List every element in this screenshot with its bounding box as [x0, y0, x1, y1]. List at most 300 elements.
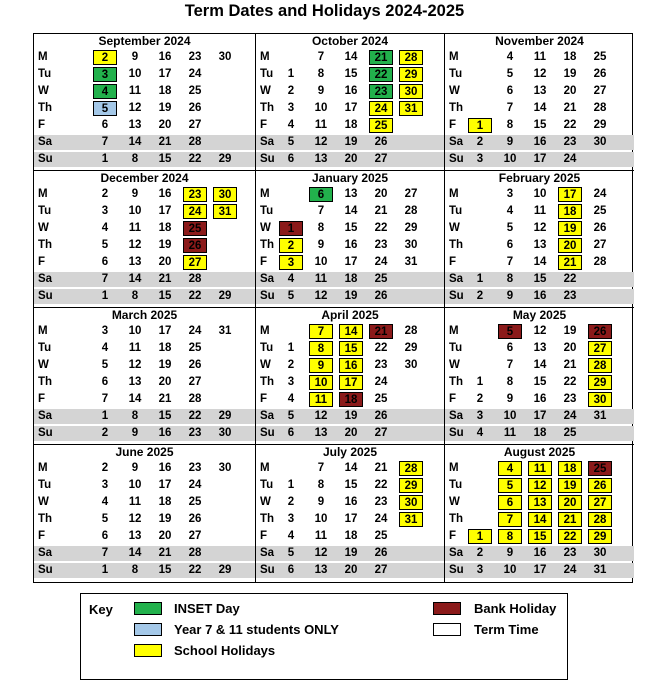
date-cell: 22: [188, 153, 202, 165]
day-row: [256, 478, 444, 493]
date-cell: 11: [314, 119, 328, 131]
day-row: [445, 375, 634, 390]
day-row: [445, 409, 634, 424]
date-cell: 14: [528, 512, 552, 527]
day-label: Th: [38, 376, 53, 388]
date-cell: 9: [506, 393, 514, 405]
date-cell: 28: [588, 358, 612, 373]
day-label: F: [449, 530, 457, 542]
date-cell: 21: [374, 205, 388, 217]
date-cell: 2: [287, 496, 295, 508]
day-label: Tu: [260, 68, 274, 80]
date-cell: 7: [101, 273, 109, 285]
day-label: Tu: [260, 342, 274, 354]
date-cell: 22: [563, 273, 577, 285]
date-cell: 24: [188, 479, 202, 491]
day-row: [445, 289, 634, 304]
date-cell: 3: [287, 513, 295, 525]
date-cell: 19: [158, 513, 172, 525]
date-cell: 7: [101, 393, 109, 405]
date-cell: 23: [374, 359, 388, 371]
date-cell: 3: [287, 102, 295, 114]
day-row: [445, 50, 634, 65]
date-cell: 4: [287, 273, 295, 285]
date-cell: 7: [317, 205, 325, 217]
day-label: M: [449, 51, 459, 63]
date-cell: 24: [563, 410, 577, 422]
date-cell: 22: [188, 410, 202, 422]
date-cell: 22: [374, 479, 388, 491]
date-cell: 26: [588, 324, 612, 339]
date-cell: 27: [374, 427, 388, 439]
date-cell: 15: [344, 68, 358, 80]
day-row: [256, 426, 444, 441]
day-label: Tu: [260, 205, 274, 217]
date-cell: 21: [369, 324, 393, 339]
date-cell: 17: [339, 375, 363, 390]
date-cell: 26: [188, 359, 202, 371]
date-cell: 9: [317, 496, 325, 508]
day-label: Th: [38, 102, 53, 114]
date-cell: 28: [188, 136, 202, 148]
day-row: [34, 289, 255, 304]
date-cell: 15: [158, 564, 172, 576]
date-cell: 24: [593, 188, 607, 200]
date-cell: 31: [213, 204, 237, 219]
date-cell: 19: [344, 136, 358, 148]
date-cell: 11: [503, 427, 517, 439]
day-label: W: [449, 85, 460, 97]
date-cell: 7: [506, 256, 514, 268]
day-row: [445, 495, 634, 510]
date-cell: 2: [476, 393, 484, 405]
date-cell: 18: [158, 342, 172, 354]
date-cell: 6: [101, 376, 109, 388]
day-row: [256, 529, 444, 544]
date-cell: 19: [158, 239, 172, 251]
day-row: [445, 101, 634, 116]
date-cell: 31: [399, 512, 423, 527]
date-cell: 7: [309, 324, 333, 339]
day-label: Tu: [449, 479, 463, 491]
day-row: [445, 546, 634, 561]
date-cell: 8: [317, 479, 325, 491]
date-cell: 5: [287, 290, 295, 302]
day-row: [34, 67, 255, 82]
date-cell: 14: [533, 102, 547, 114]
date-cell: 18: [158, 222, 172, 234]
day-row: [445, 238, 634, 253]
date-cell: 17: [158, 479, 172, 491]
date-cell: 24: [563, 153, 577, 165]
date-cell: 13: [128, 256, 142, 268]
date-cell: 30: [588, 392, 612, 407]
day-label: W: [260, 222, 271, 234]
date-cell: 1: [101, 153, 109, 165]
date-cell: 25: [593, 51, 607, 63]
day-row: [34, 546, 255, 561]
date-cell: 7: [498, 512, 522, 527]
date-cell: 14: [344, 462, 358, 474]
day-label: Sa: [260, 136, 275, 148]
day-label: W: [449, 359, 460, 371]
day-row: [445, 563, 634, 578]
date-cell: 2: [279, 238, 303, 253]
day-label: Sa: [260, 547, 275, 559]
date-cell: 6: [101, 256, 109, 268]
day-label: Tu: [449, 68, 463, 80]
date-cell: 19: [158, 102, 172, 114]
date-cell: 26: [374, 410, 388, 422]
date-cell: 17: [533, 564, 547, 576]
date-cell: 13: [128, 376, 142, 388]
day-row: [256, 101, 444, 116]
day-label: M: [449, 325, 459, 337]
date-cell: 3: [101, 205, 109, 217]
date-cell: 28: [593, 256, 607, 268]
date-cell: 23: [183, 187, 207, 202]
date-cell: 13: [533, 239, 547, 251]
date-cell: 28: [593, 102, 607, 114]
date-cell: 27: [188, 530, 202, 542]
date-cell: 7: [317, 462, 325, 474]
date-cell: 25: [374, 530, 388, 542]
day-row: [34, 50, 255, 65]
date-cell: 21: [558, 512, 582, 527]
date-cell: 10: [314, 102, 328, 114]
date-cell: 26: [588, 478, 612, 493]
date-cell: 31: [404, 256, 418, 268]
day-row: [445, 461, 634, 476]
day-label: Th: [260, 239, 275, 251]
date-cell: 11: [314, 530, 328, 542]
day-label: M: [260, 462, 270, 474]
date-cell: 23: [563, 290, 577, 302]
day-row: [445, 67, 634, 82]
date-cell: 13: [314, 153, 328, 165]
date-cell: 20: [563, 342, 577, 354]
day-row: [256, 324, 444, 339]
date-cell: 26: [188, 513, 202, 525]
date-cell: 29: [218, 153, 232, 165]
date-cell: 1: [468, 118, 492, 133]
date-cell: 29: [588, 375, 612, 390]
date-cell: 12: [533, 68, 547, 80]
date-cell: 28: [404, 205, 418, 217]
date-cell: 16: [158, 427, 172, 439]
date-cell: 28: [399, 461, 423, 476]
date-cell: 10: [503, 153, 517, 165]
date-cell: 26: [593, 68, 607, 80]
date-cell: 25: [593, 205, 607, 217]
day-label: F: [449, 119, 457, 131]
date-cell: 15: [158, 410, 172, 422]
date-cell: 16: [533, 393, 547, 405]
date-cell: 8: [317, 222, 325, 234]
date-cell: 13: [128, 119, 142, 131]
day-row: [34, 461, 255, 476]
date-cell: 30: [593, 547, 607, 559]
date-cell: 10: [314, 256, 328, 268]
day-label: Tu: [38, 68, 52, 80]
day-row: [256, 118, 444, 133]
date-cell: 5: [101, 513, 109, 525]
date-cell: 24: [369, 101, 393, 116]
day-label: Sa: [449, 547, 464, 559]
date-cell: 12: [128, 102, 142, 114]
key-label-term-time: Term Time: [474, 622, 539, 637]
date-cell: 3: [93, 67, 117, 82]
date-cell: 26: [183, 238, 207, 253]
day-label: Sa: [38, 547, 53, 559]
date-cell: 6: [287, 153, 295, 165]
day-row: [34, 478, 255, 493]
day-label: Sa: [449, 410, 464, 422]
date-cell: 23: [188, 51, 202, 63]
day-label: M: [449, 462, 459, 474]
date-cell: 1: [101, 290, 109, 302]
day-label: W: [260, 85, 271, 97]
date-cell: 12: [314, 290, 328, 302]
day-row: [256, 272, 444, 287]
date-cell: 7: [101, 547, 109, 559]
date-cell: 20: [344, 427, 358, 439]
date-cell: 15: [533, 273, 547, 285]
date-cell: 16: [344, 85, 358, 97]
date-cell: 29: [218, 410, 232, 422]
date-cell: 13: [533, 85, 547, 97]
date-cell: 20: [344, 153, 358, 165]
month-name: January 2025: [311, 171, 389, 185]
day-label: Tu: [38, 479, 52, 491]
date-cell: 25: [374, 273, 388, 285]
date-cell: 6: [309, 187, 333, 202]
date-cell: 29: [404, 342, 418, 354]
day-label: F: [38, 393, 46, 405]
date-cell: 20: [558, 238, 582, 253]
day-row: [256, 221, 444, 236]
day-row: [34, 409, 255, 424]
date-cell: 6: [506, 85, 514, 97]
key-swatch-inset: [134, 602, 162, 615]
date-cell: 9: [131, 188, 139, 200]
date-cell: 21: [563, 359, 577, 371]
day-label: Su: [449, 153, 464, 165]
date-cell: 4: [287, 530, 295, 542]
date-cell: 21: [374, 462, 388, 474]
date-cell: 8: [131, 564, 139, 576]
day-row: [445, 118, 634, 133]
day-row: [34, 204, 255, 219]
day-label: F: [260, 530, 268, 542]
date-cell: 28: [188, 547, 202, 559]
day-row: [445, 152, 634, 167]
day-row: [445, 135, 634, 150]
date-cell: 6: [287, 564, 295, 576]
date-cell: 24: [188, 325, 202, 337]
day-label: Th: [38, 513, 53, 525]
date-cell: 10: [503, 410, 517, 422]
date-cell: 27: [374, 153, 388, 165]
day-row: [256, 461, 444, 476]
date-cell: 9: [506, 547, 514, 559]
date-cell: 4: [101, 496, 109, 508]
day-label: W: [449, 222, 460, 234]
date-cell: 20: [344, 564, 358, 576]
date-cell: 19: [344, 547, 358, 559]
day-row: [256, 67, 444, 82]
date-cell: 2: [476, 547, 484, 559]
day-label: Sa: [38, 410, 53, 422]
date-cell: 30: [218, 427, 232, 439]
date-cell: 16: [158, 51, 172, 63]
date-cell: 23: [563, 393, 577, 405]
date-cell: 24: [374, 376, 388, 388]
date-cell: 17: [533, 410, 547, 422]
day-label: Su: [38, 564, 53, 576]
date-cell: 22: [374, 342, 388, 354]
date-cell: 23: [188, 462, 202, 474]
day-row: [34, 324, 255, 339]
date-cell: 15: [339, 341, 363, 356]
day-row: [34, 529, 255, 544]
date-cell: 1: [287, 479, 295, 491]
month-block: [34, 171, 256, 308]
day-label: Tu: [38, 342, 52, 354]
date-cell: 1: [476, 376, 484, 388]
date-cell: 10: [309, 375, 333, 390]
day-label: Su: [38, 290, 53, 302]
month-block: [445, 445, 634, 582]
date-cell: 14: [128, 547, 142, 559]
date-cell: 23: [563, 547, 577, 559]
date-cell: 8: [506, 273, 514, 285]
date-cell: 18: [563, 51, 577, 63]
date-cell: 1: [101, 564, 109, 576]
date-cell: 9: [131, 427, 139, 439]
date-cell: 22: [188, 564, 202, 576]
date-cell: 30: [399, 495, 423, 510]
day-label: Sa: [38, 136, 53, 148]
date-cell: 30: [218, 462, 232, 474]
date-cell: 21: [158, 393, 172, 405]
date-cell: 17: [158, 325, 172, 337]
date-cell: 20: [558, 495, 582, 510]
day-row: [34, 392, 255, 407]
date-cell: 31: [218, 325, 232, 337]
day-row: [445, 221, 634, 236]
calendar-grid: [33, 33, 633, 583]
month-name: March 2025: [111, 308, 178, 322]
date-cell: 25: [369, 118, 393, 133]
date-cell: 1: [287, 342, 295, 354]
day-label: Th: [260, 513, 275, 525]
date-cell: 29: [218, 290, 232, 302]
date-cell: 12: [533, 325, 547, 337]
day-row: [445, 204, 634, 219]
day-label: M: [38, 462, 48, 474]
month-name: June 2025: [115, 445, 174, 459]
day-label: Tu: [449, 342, 463, 354]
date-cell: 22: [563, 376, 577, 388]
day-label: Sa: [449, 273, 464, 285]
date-cell: 12: [314, 410, 328, 422]
date-cell: 8: [506, 119, 514, 131]
day-label: W: [38, 222, 49, 234]
date-cell: 17: [158, 68, 172, 80]
date-cell: 2: [287, 85, 295, 97]
date-cell: 23: [374, 239, 388, 251]
day-label: Su: [449, 564, 464, 576]
day-label: F: [449, 256, 457, 268]
day-row: [256, 375, 444, 390]
day-row: [256, 255, 444, 270]
key-label-year7-11: Year 7 & 11 students ONLY: [174, 622, 339, 637]
day-label: Tu: [260, 479, 274, 491]
day-label: W: [38, 85, 49, 97]
day-row: [256, 392, 444, 407]
date-cell: 5: [93, 101, 117, 116]
date-cell: 26: [374, 547, 388, 559]
date-cell: 14: [533, 359, 547, 371]
day-label: Su: [260, 427, 275, 439]
date-cell: 1: [476, 273, 484, 285]
date-cell: 27: [188, 376, 202, 388]
date-cell: 8: [309, 341, 333, 356]
day-label: M: [38, 188, 48, 200]
month-block: [256, 34, 445, 171]
day-row: [256, 152, 444, 167]
day-label: M: [260, 51, 270, 63]
date-cell: 27: [374, 564, 388, 576]
date-cell: 2: [476, 290, 484, 302]
date-cell: 25: [188, 342, 202, 354]
date-cell: 6: [287, 427, 295, 439]
day-label: M: [38, 325, 48, 337]
month-block: [34, 308, 256, 445]
date-cell: 16: [158, 188, 172, 200]
date-cell: 29: [404, 222, 418, 234]
day-label: Sa: [260, 410, 275, 422]
date-cell: 3: [476, 153, 484, 165]
date-cell: 6: [101, 530, 109, 542]
date-cell: 6: [506, 342, 514, 354]
date-cell: 30: [404, 239, 418, 251]
date-cell: 16: [344, 239, 358, 251]
date-cell: 19: [558, 478, 582, 493]
date-cell: 1: [279, 221, 303, 236]
day-label: M: [260, 188, 270, 200]
date-cell: 6: [506, 239, 514, 251]
date-cell: 24: [374, 513, 388, 525]
date-cell: 13: [528, 495, 552, 510]
key-label-inset: INSET Day: [174, 601, 240, 616]
date-cell: 21: [563, 102, 577, 114]
date-cell: 31: [399, 101, 423, 116]
date-cell: 17: [344, 102, 358, 114]
date-cell: 11: [128, 342, 142, 354]
date-cell: 24: [374, 256, 388, 268]
date-cell: 22: [558, 529, 582, 544]
date-cell: 27: [593, 239, 607, 251]
day-row: [256, 341, 444, 356]
date-cell: 11: [128, 222, 142, 234]
date-cell: 10: [503, 564, 517, 576]
date-cell: 10: [533, 188, 547, 200]
date-cell: 18: [339, 392, 363, 407]
date-cell: 2: [476, 136, 484, 148]
day-row: [34, 358, 255, 373]
